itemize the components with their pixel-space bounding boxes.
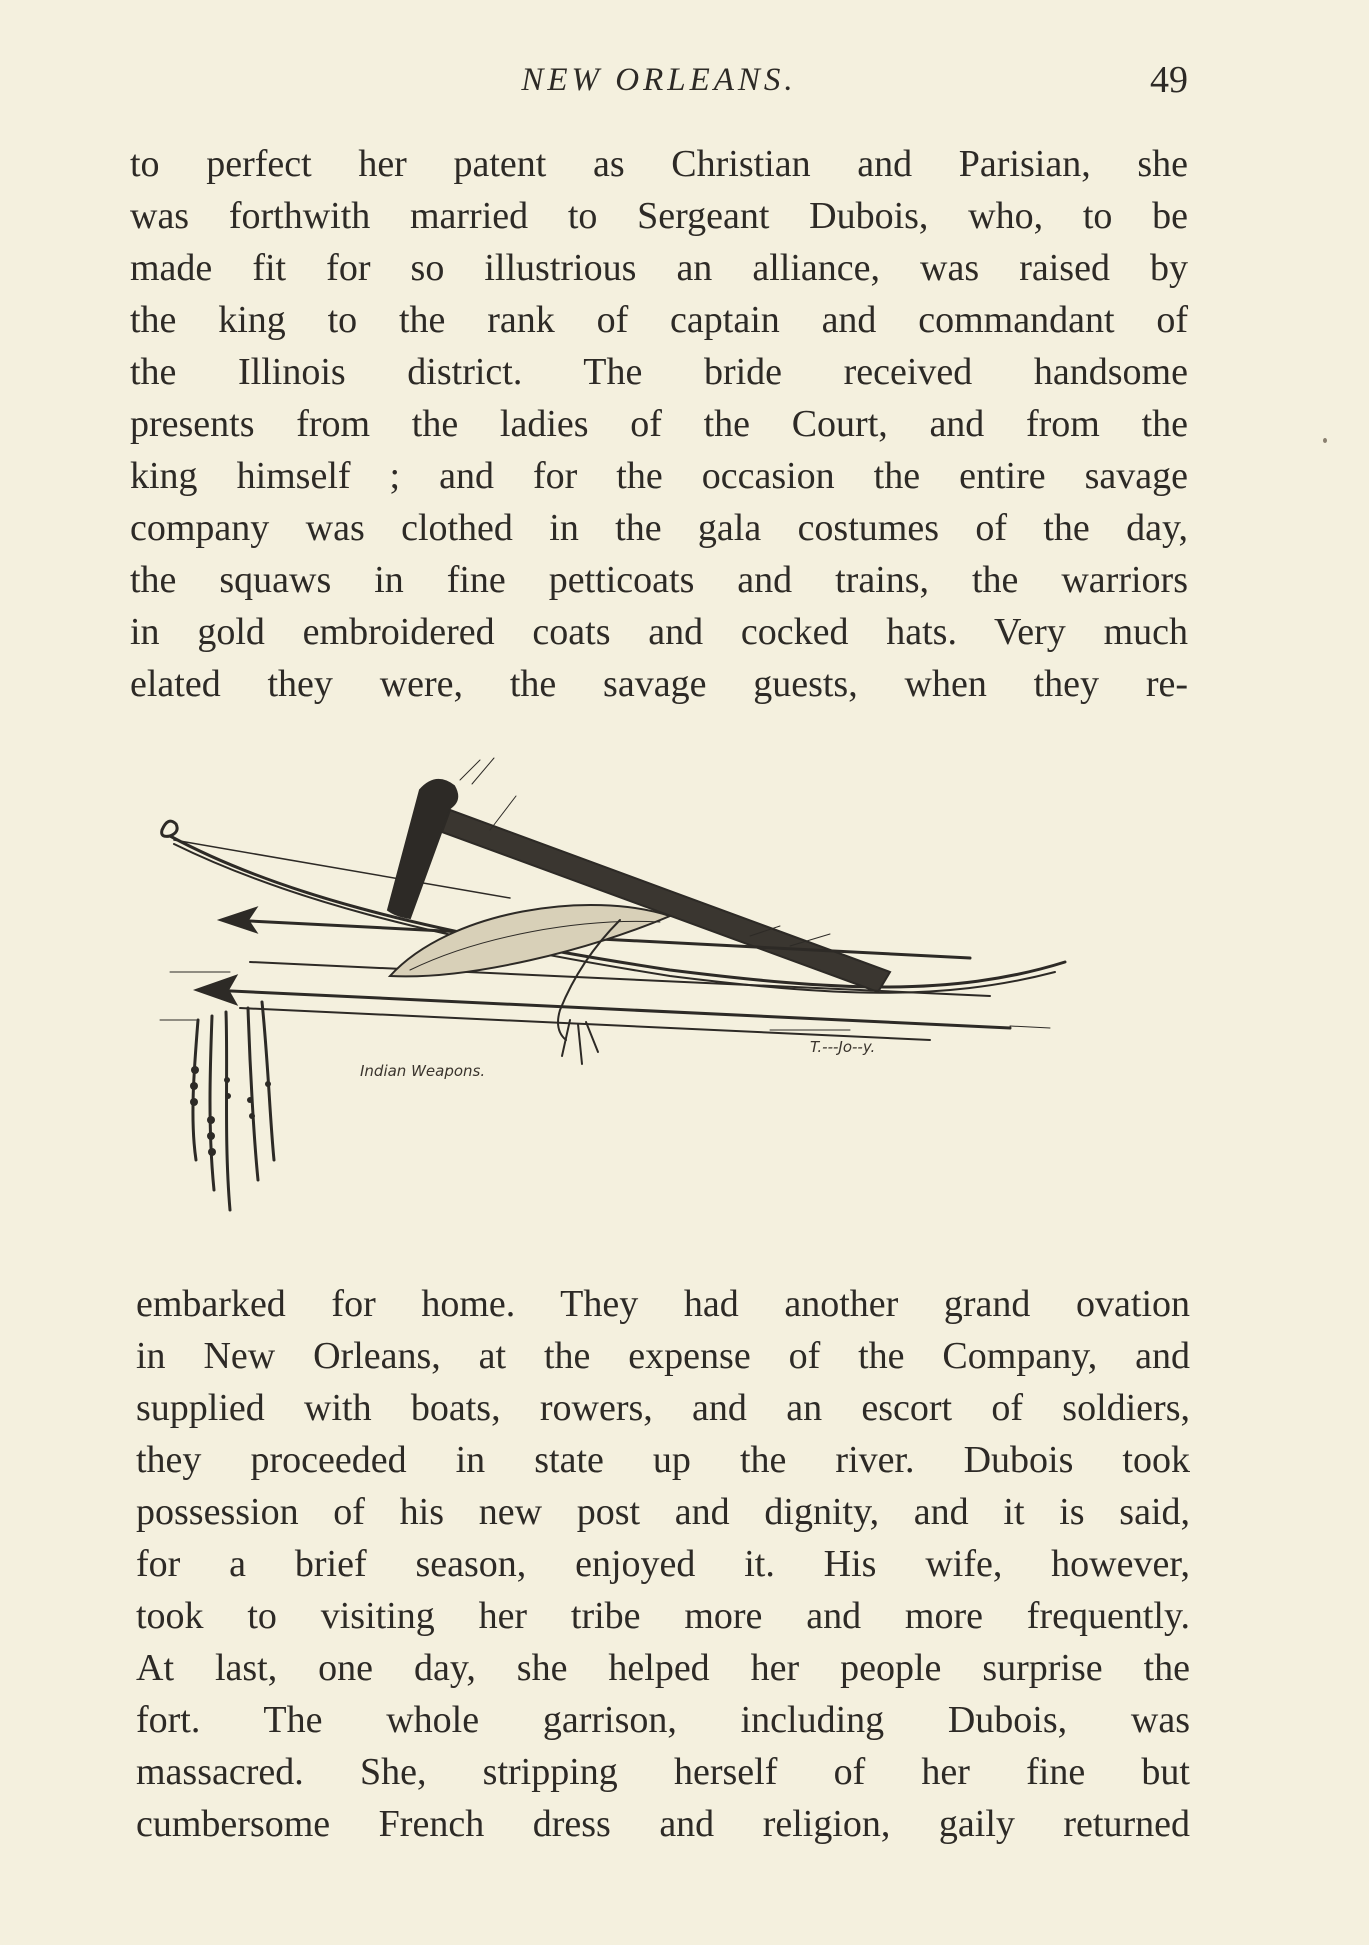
page-number: 49 bbox=[1150, 59, 1188, 101]
text-line: company was clothed in the gala costumes of the day, bbox=[130, 507, 1188, 549]
running-head bbox=[130, 58, 1188, 108]
text-line: supplied with boats, rowers, and an escort of soldiers, bbox=[136, 1387, 1190, 1429]
text-line: At last, one day, she helped her people surprise the bbox=[136, 1647, 1190, 1689]
tomahawk-icon bbox=[388, 780, 457, 918]
text-line: embarked for home. They had another grand ovation bbox=[136, 1283, 1190, 1325]
weapons-drawing bbox=[150, 740, 1150, 1220]
text-line: presents from the ladies of the Court, and from the bbox=[130, 403, 1188, 445]
text-line: massacred. She, stripping herself of her fine but bbox=[136, 1751, 1190, 1793]
text-line: elated they were, the savage guests, when they re- bbox=[130, 663, 1188, 705]
beaded-fringe bbox=[193, 1002, 274, 1210]
text-line: possession of his new post and dignity, and it is said, bbox=[136, 1491, 1190, 1533]
text-line: they proceeded in state up the river. Dubois took bbox=[136, 1439, 1190, 1481]
text-line: the king to the rank of captain and commandant of bbox=[130, 299, 1188, 341]
text-line: in gold embroidered coats and cocked hats. Very much bbox=[130, 611, 1188, 653]
paragraph-bottom bbox=[136, 1278, 1190, 1850]
paragraph-top bbox=[130, 138, 1188, 710]
text-line: king himself ; and for the occasion the entire savage bbox=[130, 455, 1188, 497]
paper-speck bbox=[1323, 438, 1327, 443]
text-line: made fit for so illustrious an alliance, was raised by bbox=[130, 247, 1188, 289]
text-line: the squaws in fine petticoats and trains, the warriors bbox=[130, 559, 1188, 601]
text-line: cumbersome French dress and religion, gaily returned bbox=[136, 1803, 1190, 1845]
artist-signature: T.---Jo--y. bbox=[810, 1038, 876, 1056]
text-line: fort. The whole garrison, including Dubois, was bbox=[136, 1699, 1190, 1741]
text-line: the Illinois district. The bride received handsome bbox=[130, 351, 1188, 393]
text-line: for a brief season, enjoyed it. His wife, however, bbox=[136, 1543, 1190, 1585]
text-line: to perfect her patent as Christian and Parisian, she bbox=[130, 143, 1188, 185]
text-line: was forthwith married to Sergeant Dubois, who, to be bbox=[130, 195, 1188, 237]
text-line: in New Orleans, at the expense of the Company, and bbox=[136, 1335, 1190, 1377]
bow-tip-icon bbox=[162, 821, 177, 836]
illustration-caption: Indian Weapons. bbox=[360, 1062, 486, 1080]
indian-weapons-illustration bbox=[150, 740, 1150, 1220]
running-title: NEW ORLEANS. bbox=[521, 62, 797, 98]
text-line: took to visiting her tribe more and more frequently. bbox=[136, 1595, 1190, 1637]
